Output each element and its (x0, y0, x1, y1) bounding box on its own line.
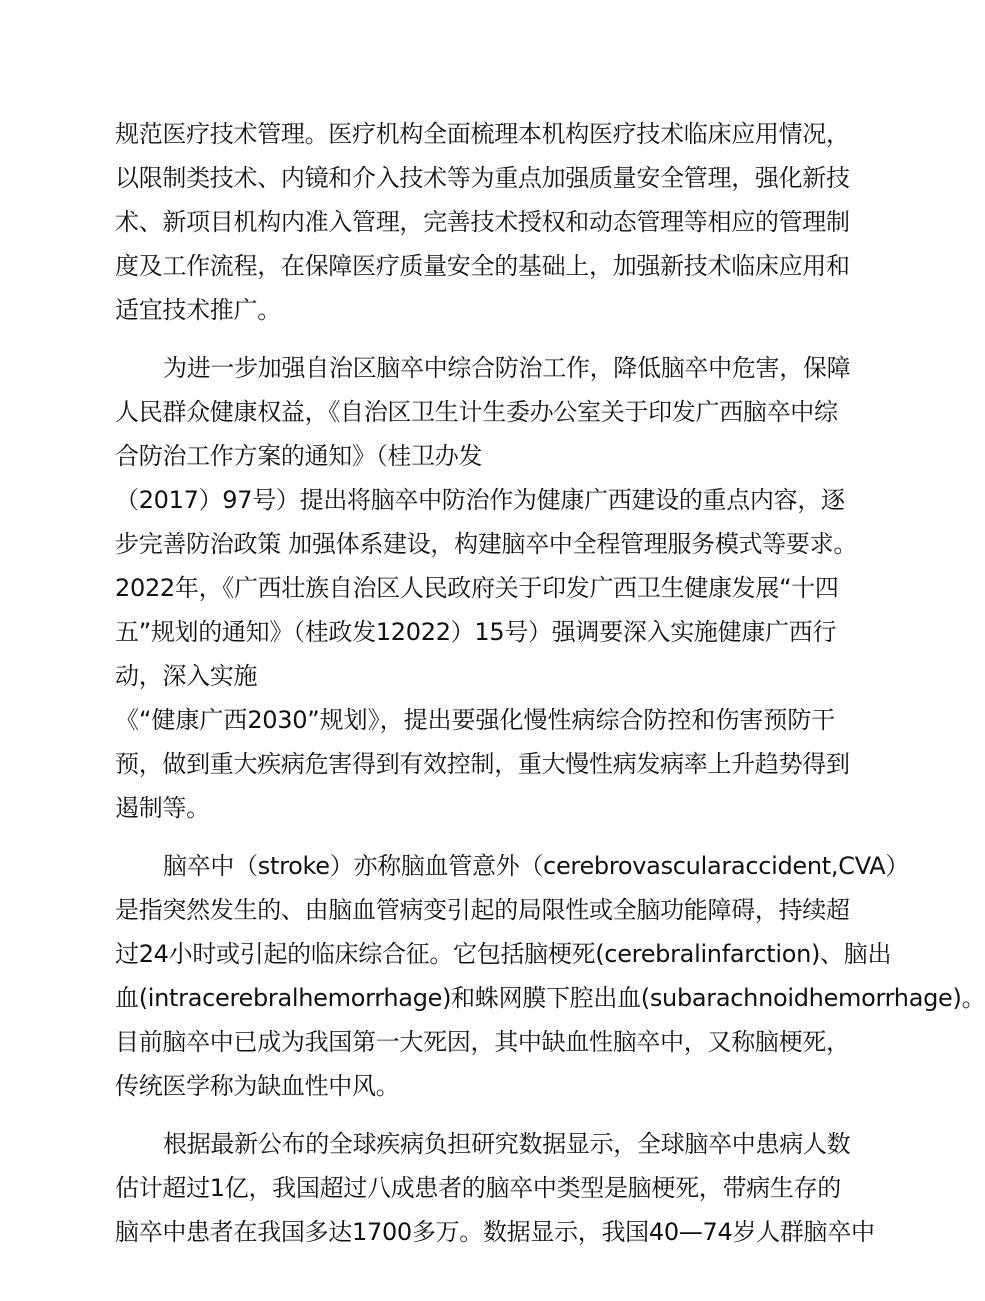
text-line: 脑卒中患者在我国多达1700多万。数据显示，我国40—74岁人群脑卒中 (115, 1218, 875, 1246)
paragraph-gap (115, 332, 835, 346)
text-line: 动，深入实施 (115, 662, 258, 690)
text-line: 合防治工作方案的通知》（桂卫办发 (115, 442, 483, 470)
body-text (115, 112, 985, 1254)
text-line: 度及工作流程，在保障医疗质量安全的基础上，加强新技术临床应用和 (115, 252, 850, 280)
text-line: 预，做到重大疾病危害得到有效控制，重大慢性病发病率上升趋势得到 (115, 750, 850, 778)
paragraph-gap (115, 830, 835, 844)
text-line: 估计超过1亿，我国超过八成患者的脑卒中类型是脑梗死，带病生存的 (115, 1174, 841, 1202)
text-line: 步完善防治政策 加强体系建设，构建脑卒中全程管理服务模式等要求。 (115, 530, 858, 558)
text-line: 五”规划的通知》（桂政发12022）15号）强调要深入实施健康广西行 (115, 618, 837, 646)
text-line: 为进一步加强自治区脑卒中综合防治工作，降低脑卒中危害，保障 (163, 354, 851, 382)
text-line: 传统医学称为缺血性中风。 (115, 1072, 400, 1100)
text-line: 是指突然发生的、由脑血管病变引起的局限性或全脑功能障碍，持续超 (115, 896, 850, 924)
text-line: 人民群众健康权益，《自治区卫生计生委办公室关于印发广西脑卒中综 (115, 398, 838, 426)
text-line: 2022年，《广西壮族自治区人民政府关于印发广西卫生健康发展“十四 (115, 574, 839, 602)
text-line: 脑卒中（stroke）亦称脑血管意外（cerebrovascularaccident,CVA） (163, 852, 910, 880)
text-line: 过24小时或引起的临床综合征。它包括脑梗死(cerebralinfarction)、脑出 (115, 940, 892, 968)
text-line: 以限制类技术、内镜和介入技术等为重点加强质量安全管理，强化新技 (115, 164, 850, 192)
text-line: （2017）97号）提出将脑卒中防治作为健康广西建设的重点内容，逐 (115, 486, 845, 514)
text-line: 目前脑卒中已成为我国第一大死因，其中缺血性脑卒中，又称脑梗死， (115, 1028, 850, 1056)
text-line: 血(intracerebralhemorrhage)和蛛网膜下腔出血(subarachnoidhemorrhage)。 (115, 984, 985, 1012)
paragraph-gap (115, 1108, 835, 1122)
text-line: 术、新项目机构内准入管理，完善技术授权和动态管理等相应的管理制 (115, 208, 850, 236)
text-line: 规范医疗技术管理。医疗机构全面梳理本机构医疗技术临床应用情况， (115, 120, 850, 148)
text-line: 遏制等。 (115, 794, 210, 822)
text-line: 《“健康广西2030”规划》，提出要强化慢性病综合防控和伤害预防干 (115, 706, 835, 734)
text-line: 适宜技术推广。 (115, 296, 281, 324)
text-line: 根据最新公布的全球疾病负担研究数据显示，全球脑卒中患病人数 (163, 1130, 851, 1158)
